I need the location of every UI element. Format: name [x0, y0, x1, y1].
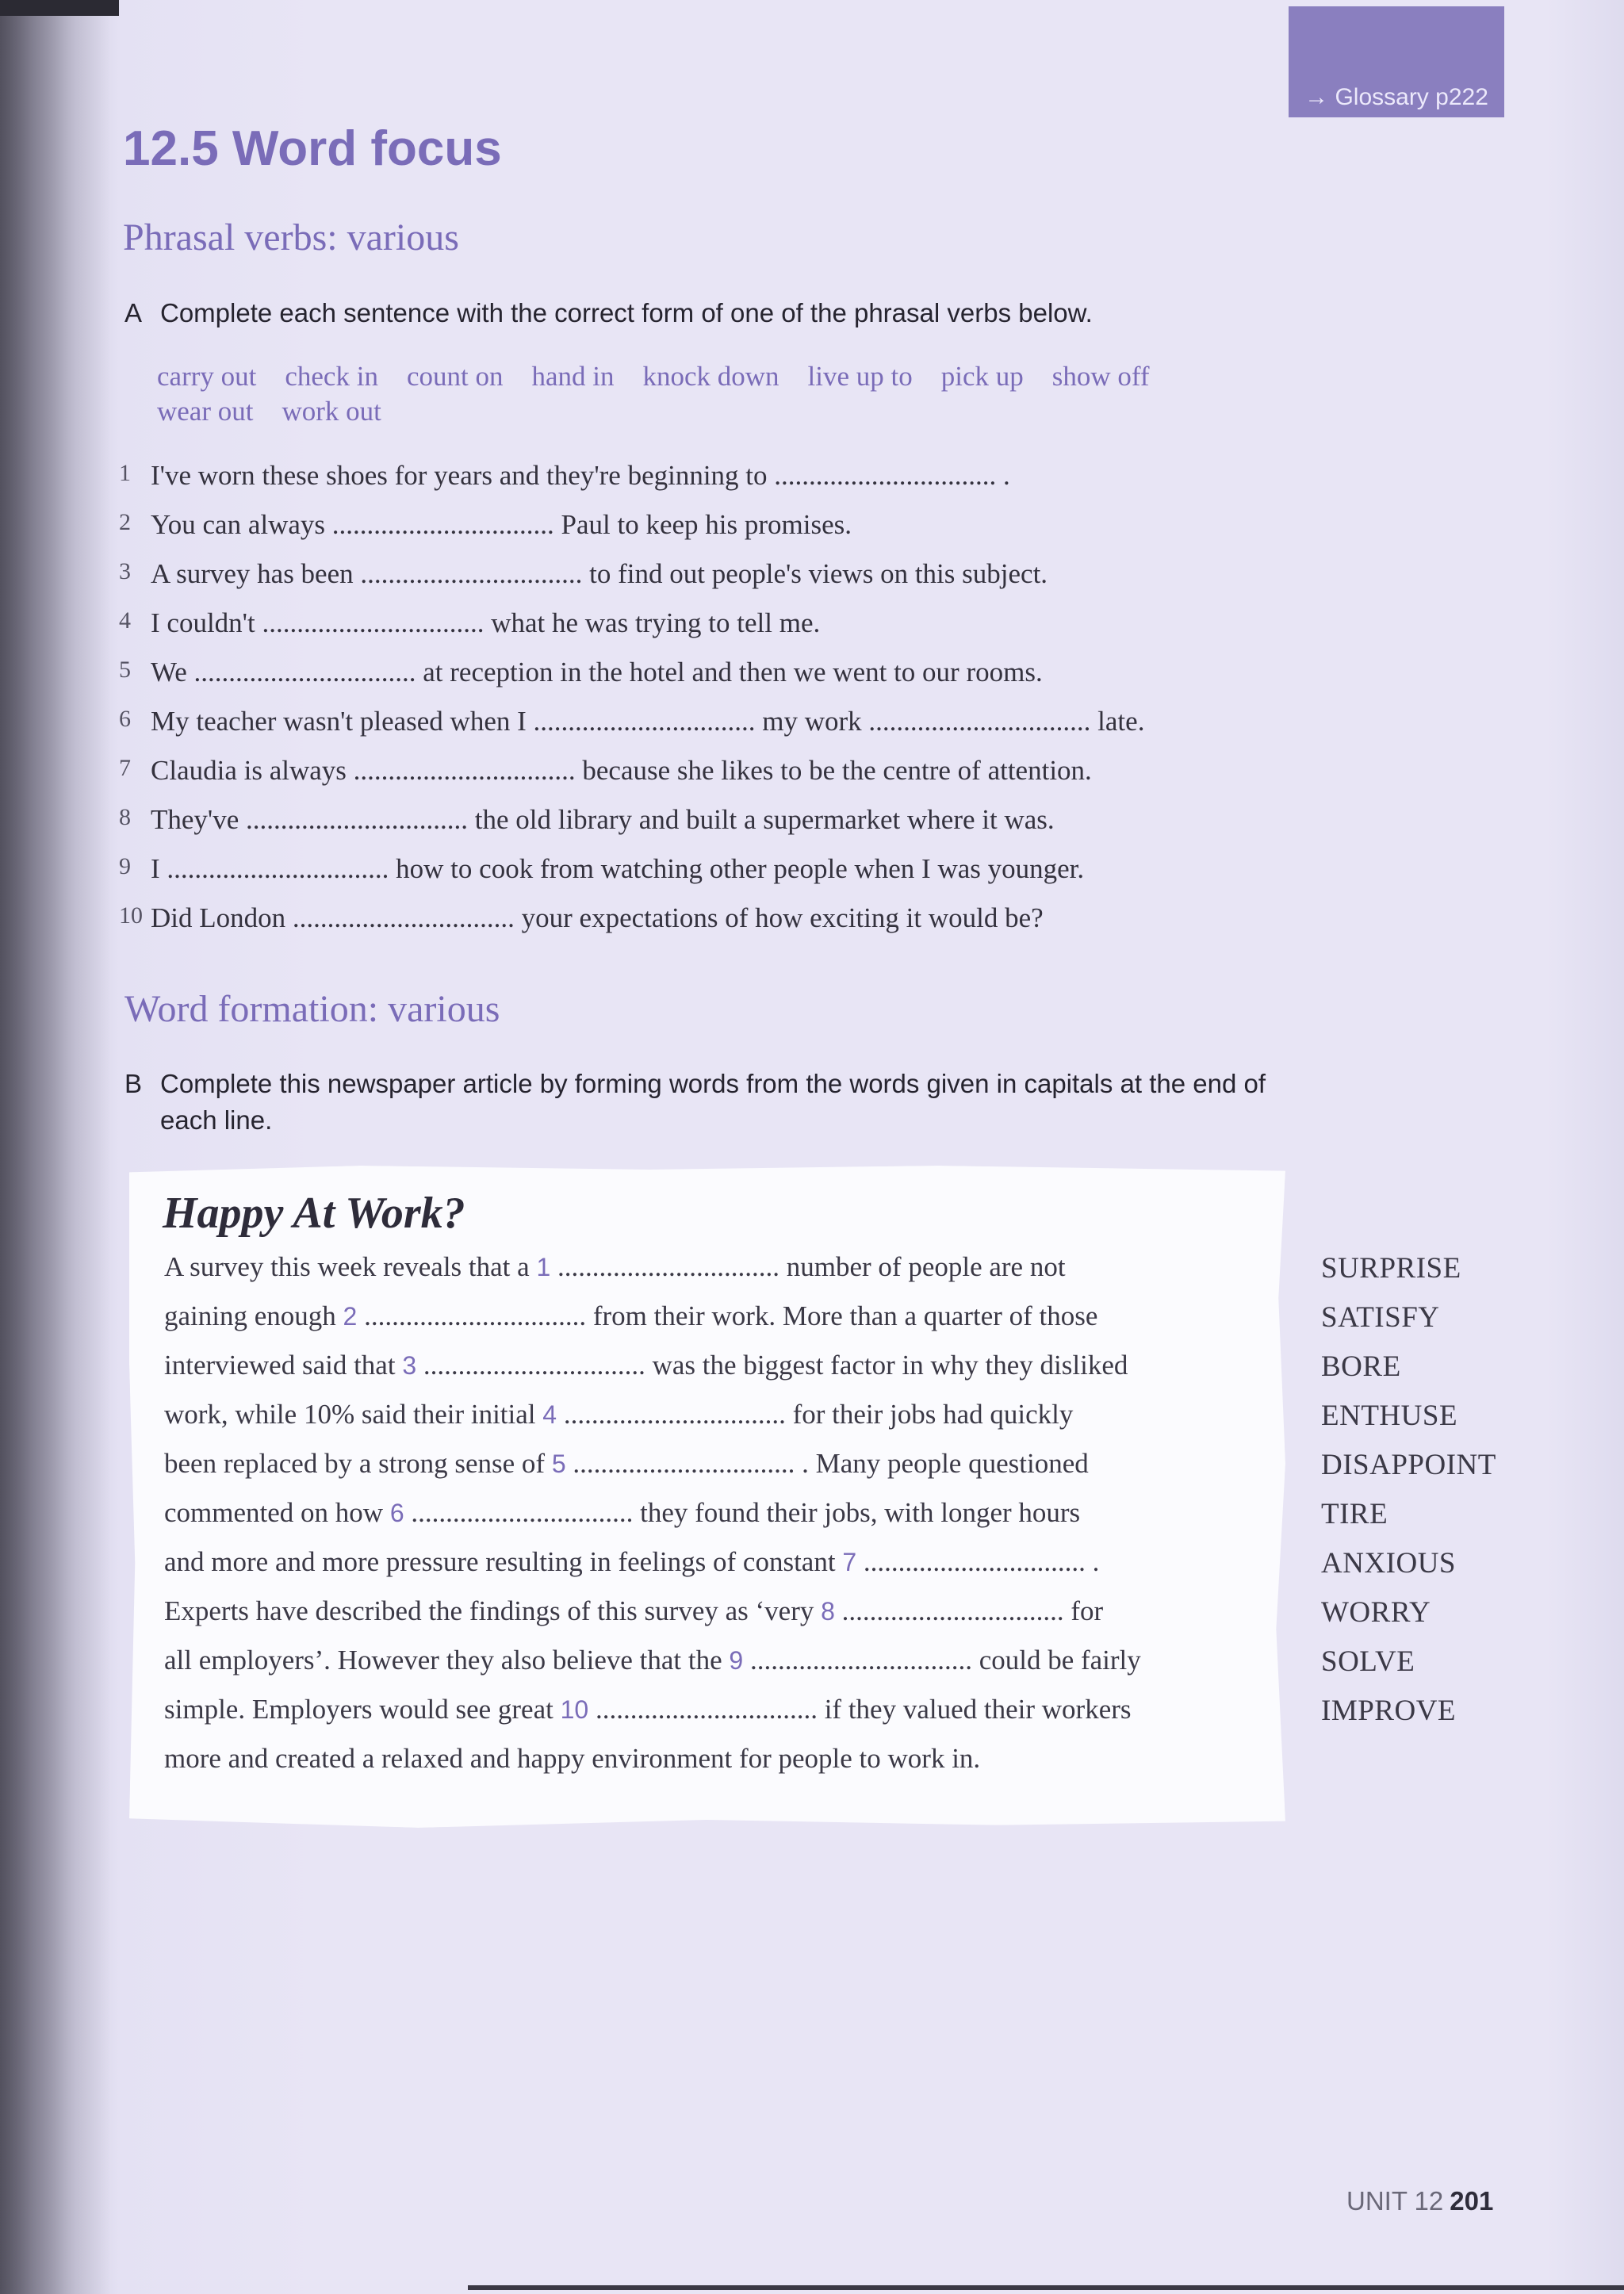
- word-bank-item: live up to: [807, 361, 913, 392]
- item-number: 2: [119, 509, 131, 535]
- article-text: Experts have described the findings of this survey as ‘very: [164, 1595, 822, 1626]
- capital-word: DISAPPOINT: [1321, 1449, 1496, 1481]
- instruction-text-line2: each line.: [160, 1105, 273, 1135]
- article-line: [164, 1497, 1080, 1529]
- binding-shadow: [0, 0, 111, 2294]
- article-text: been replaced by a strong sense of: [164, 1448, 552, 1479]
- article-text-after-gap: ................................ . Many people questioned: [565, 1448, 1089, 1479]
- article-title: Happy At Work?: [163, 1189, 465, 1238]
- word-bank-item: knock down: [642, 361, 779, 392]
- article-text: work, while 10% said their initial: [164, 1399, 543, 1430]
- word-bank-item: pick up: [940, 361, 1024, 392]
- item-sentence: Did London ................................ your expectations of how exciting it would be?: [151, 902, 1044, 933]
- article-text: simple. Employers would see great: [164, 1694, 561, 1725]
- item-number: 8: [119, 804, 131, 830]
- article-line: [164, 1645, 1141, 1676]
- article-text-after-gap: ................................ for: [834, 1595, 1104, 1626]
- section-b-title: Word formation: various: [124, 988, 500, 1030]
- article-line: [164, 1300, 1097, 1332]
- article-text-after-gap: ................................ was the biggest factor in why they disliked: [416, 1350, 1128, 1381]
- gap-number: 9: [729, 1646, 744, 1675]
- item-number: 5: [119, 657, 131, 683]
- article-text-after-gap: ................................ could be fairly: [743, 1645, 1141, 1676]
- item-number: 9: [119, 853, 131, 879]
- capital-word: BORE: [1321, 1350, 1401, 1383]
- article-text: commented on how: [164, 1497, 390, 1528]
- article-text-after-gap: ................................ they found their jobs, with longer hours: [404, 1497, 1081, 1528]
- gap-number: 4: [542, 1400, 557, 1429]
- instruction-text: Complete this newspaper article by forming words from the words given in capitals at the end of: [160, 1069, 1266, 1098]
- gap-number: 1: [536, 1253, 551, 1281]
- capital-word: IMPROVE: [1321, 1695, 1457, 1727]
- glossary-link[interactable]: → Glossary p222: [1289, 6, 1504, 117]
- item-sentence: We ................................ at reception in the hotel and then we went to our rooms.: [151, 657, 1043, 687]
- capital-word: SURPRISE: [1321, 1252, 1461, 1285]
- instruction-text: Complete each sentence with the correct form of one of the phrasal verbs below.: [160, 298, 1093, 327]
- unit-label: UNIT 12: [1346, 2186, 1444, 2215]
- article-text: gaining enough: [164, 1300, 343, 1331]
- article-line: [164, 1251, 1066, 1283]
- article-text-after-gap: ................................ .: [856, 1546, 1100, 1577]
- page-number: 201: [1450, 2186, 1494, 2215]
- capital-word: ENTHUSE: [1321, 1400, 1458, 1432]
- gap-number: 10: [560, 1695, 589, 1724]
- page-title: 12.5 Word focus: [123, 121, 502, 176]
- capital-word: SATISFY: [1321, 1301, 1440, 1334]
- article-text: A survey this week reveals that a: [164, 1251, 537, 1282]
- article-text: interviewed said that: [164, 1350, 403, 1381]
- capital-word: WORRY: [1321, 1596, 1431, 1629]
- article-text: more and created a relaxed and happy environment for people to work in.: [164, 1743, 981, 1774]
- gap-number: 7: [842, 1548, 857, 1576]
- article-text-after-gap: ................................ if they valued their workers: [588, 1694, 1132, 1725]
- article-text-after-gap: ................................ number of people are not: [550, 1251, 1066, 1282]
- article-line: [164, 1546, 1099, 1578]
- article-line: [164, 1399, 1073, 1430]
- capital-word: ANXIOUS: [1321, 1547, 1456, 1580]
- item-number: 7: [119, 755, 131, 781]
- word-bank-item: hand in: [531, 361, 615, 392]
- gap-number: 2: [343, 1302, 358, 1331]
- gap-number: 8: [821, 1597, 835, 1626]
- item-sentence: I ................................ how to cook from watching other people when I was younger.: [151, 853, 1085, 884]
- word-bank: [157, 359, 1299, 429]
- section-b-instruction: [124, 1066, 1473, 1145]
- capital-word: TIRE: [1321, 1498, 1388, 1530]
- article-text: and more and more pressure resulting in feelings of constant: [164, 1546, 843, 1577]
- item-number: 4: [119, 607, 131, 634]
- word-bank-item: wear out: [157, 396, 254, 427]
- article-text-after-gap: ................................ from their work. More than a quarter of those: [357, 1300, 1098, 1331]
- item-number: 6: [119, 706, 131, 732]
- article-line: [164, 1743, 980, 1775]
- article-line: [164, 1448, 1089, 1480]
- word-bank-item: work out: [282, 396, 381, 427]
- article-line: [164, 1350, 1128, 1381]
- item-sentence: Claudia is always ................................ because she likes to be the centre of attention.: [151, 755, 1092, 786]
- article-line: [164, 1595, 1103, 1627]
- item-sentence: They've ................................ the old library and built a supermarket where it was.: [151, 804, 1055, 835]
- exercise-letter: B: [124, 1069, 143, 1098]
- item-sentence: I couldn't ................................ what he was trying to tell me.: [151, 607, 821, 638]
- item-number: 1: [119, 460, 131, 486]
- word-bank-item: show off: [1051, 361, 1150, 392]
- page-edge-bottom: [468, 2285, 1624, 2290]
- section-a-title: Phrasal verbs: various: [123, 216, 459, 259]
- item-sentence: A survey has been ................................ to find out people's views on this subject.: [151, 558, 1048, 589]
- article-line: [164, 1694, 1132, 1725]
- page-footer: [1346, 2186, 1493, 2216]
- exercise-letter: A: [124, 298, 143, 327]
- item-sentence: You can always ................................ Paul to keep his promises.: [151, 509, 852, 540]
- gap-number: 3: [402, 1351, 417, 1380]
- item-sentence: My teacher wasn't pleased when I ................................ my work ................................ late.: [151, 706, 1145, 737]
- word-bank-item: carry out: [157, 361, 257, 392]
- article-text: all employers’. However they also believe that the: [164, 1645, 730, 1676]
- article-text-after-gap: ................................ for their jobs had quickly: [557, 1399, 1074, 1430]
- word-bank-item: count on: [406, 361, 504, 392]
- word-bank-item: check in: [285, 361, 378, 392]
- item-number: 10: [119, 902, 143, 929]
- item-sentence: I've worn these shoes for years and they're beginning to ................................ .: [151, 460, 1010, 491]
- page-edge: [0, 0, 119, 16]
- item-number: 3: [119, 558, 131, 584]
- gap-number: 5: [551, 1450, 566, 1478]
- capital-word: SOLVE: [1321, 1645, 1415, 1678]
- gap-number: 6: [389, 1499, 404, 1527]
